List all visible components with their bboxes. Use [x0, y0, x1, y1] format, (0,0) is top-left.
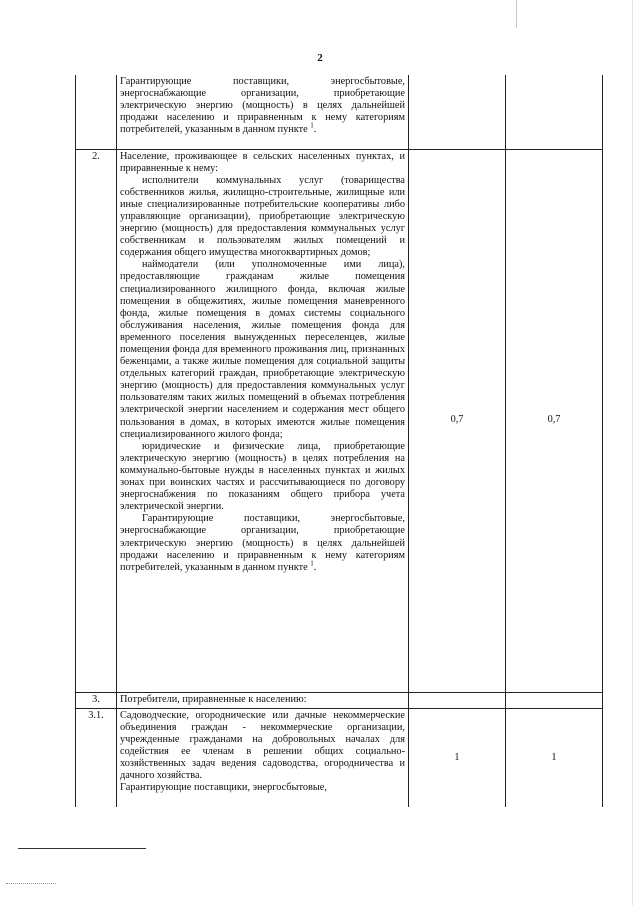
- value-column-2: [506, 75, 603, 149]
- scan-artifact: [6, 883, 56, 890]
- paragraph: Население, проживающее в сельских населенных пунктах, и приравненные к нему:: [120, 150, 405, 174]
- value-column-1: [409, 692, 506, 708]
- paragraph: Потребители, приравненные к населению:: [120, 693, 307, 705]
- paragraph: юридические и физические лица, приобретающие электрическую энергию (мощность) в целях потребления на коммунально-бытовые нужды в населенных пунктах и жилых зонах при воинских частях и рассчитывающиеся по договору энергоснабжения по показаниям общего прибора учета электрической энергии.: [120, 440, 405, 513]
- scan-artifact: [516, 0, 517, 28]
- row-description: [117, 75, 409, 149]
- value-column-1: [409, 75, 506, 149]
- footnote-separator: [18, 848, 146, 849]
- scan-artifact: [632, 0, 633, 905]
- row-description: [117, 149, 409, 692]
- row-number: [76, 75, 117, 149]
- value-column-1: 0,7: [409, 149, 506, 692]
- paragraph: Садоводческие, огороднические или дачные некоммерческие объединения граждан - некоммерческие организации, учрежденные гражданами на добровольных началах для содействия ее членам в решении общих социально-хозяйственных задач ведения садоводства, огородничества и дачного хозяйства.: [120, 709, 405, 781]
- paragraph: наймодатели (или уполномоченные ими лица), предоставляющие гражданам жилые помещения специализированного жилищного фонда, включая жилые помещения в общежитиях, жилые помещения маневренного фонда, жилые помещения в домах системы социального обслуживания населения, жилые помещения фонда для временного поселения вынужденных переселенцев, жилые помещения фонда для временного проживания лиц, признанных беженцами, а также жилые помещения для социальной защиты отдельных категорий граждан, приобретающие электрическую энергию (мощность) для предоставления коммунальных услуг пользователям таких жилых помещений в объемах потребления электрической энергии населением и содержания мест общего пользования в домах, в которых имеются жилые помещения специализированного жилого фонда;: [120, 259, 405, 440]
- row-number: 3.: [76, 692, 117, 708]
- paragraph: Гарантирующие поставщики, энергосбытовые,: [120, 782, 327, 794]
- row-description: [117, 708, 409, 807]
- value-column-2: 0,7: [506, 149, 603, 692]
- value-column-2: 1: [506, 708, 603, 807]
- paragraph: Гарантирующие поставщики, энергосбытовые, энергоснабжающие организации, приобретающие электрическую энергию (мощность) в целях дальнейшей продажи населению и приравненным к нему категориям потребителей, указанным в данном пункте $^1$.: [120, 513, 405, 573]
- row-description: [117, 692, 409, 708]
- table-row: [76, 149, 603, 692]
- page-number: 2: [317, 52, 323, 64]
- paragraph: исполнители коммунальных услуг (товарищества собственников жилья, жилищно-строительные, жилищные или иные специализированные потребительские кооперативы либо управляющие организации), приобретающие электрическую энергию (мощность) для предоставления коммунальных услуг собственникам и пользователям жилых помещений и содержания общего имущества многоквартирных домов;: [120, 174, 405, 259]
- footnote-ref: 1: [310, 121, 314, 130]
- table-row: [76, 708, 603, 807]
- table-row: [76, 75, 603, 149]
- table-row: [76, 692, 603, 708]
- row-number: 2.: [76, 149, 117, 692]
- footnote-ref: 1: [310, 559, 314, 568]
- paragraph: Гарантирующие поставщики, энергосбытовые, энергоснабжающие организации, приобретающие электрическую энергию (мощность) в целях дальнейшей продажи населению и приравненным к нему категориям потребителей, указанным в данном пункте $^1$.: [120, 76, 405, 136]
- value-column-2: [506, 692, 603, 708]
- tariff-table: [75, 75, 603, 807]
- row-number: 3.1.: [76, 708, 117, 807]
- value-column-1: 1: [409, 708, 506, 807]
